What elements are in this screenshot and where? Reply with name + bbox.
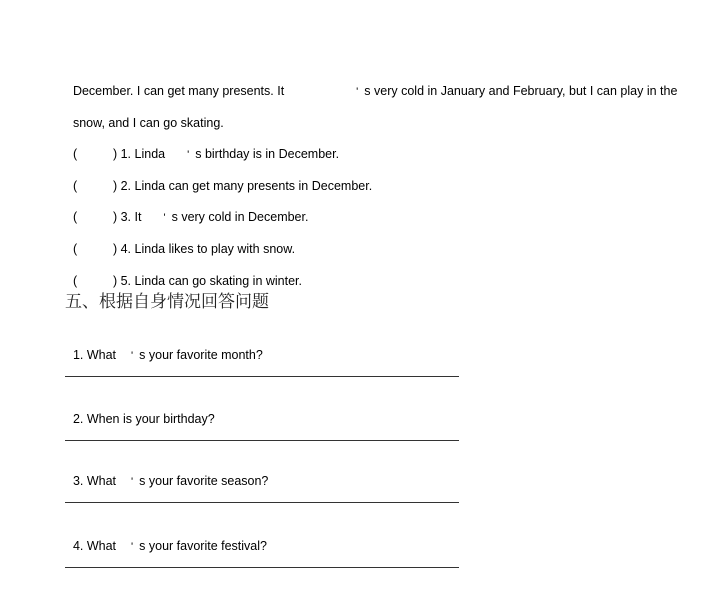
paren-close: ) <box>112 210 118 224</box>
paren-close: ) <box>112 179 118 193</box>
question-3 <box>66 457 268 490</box>
true-false-item-4 <box>66 225 295 257</box>
question-text: 3. What <box>72 474 117 488</box>
apostrophe: ' <box>131 350 134 362</box>
apostrophe: ' <box>131 476 134 488</box>
item-number: 1. <box>120 147 132 161</box>
answer-paren[interactable]: ( <box>72 242 78 256</box>
true-false-item-2 <box>66 162 372 194</box>
question-text: s your favorite season? <box>139 474 269 488</box>
passage-text: snow, and I can go skating. <box>72 116 224 130</box>
passage-line-1 <box>66 67 677 100</box>
apostrophe: ' <box>356 86 359 98</box>
passage-text: s very cold in January and February, but I can play in the <box>364 84 678 98</box>
question-text: s your favorite festival? <box>139 539 267 553</box>
question-text: 2. When is your birthday? <box>72 412 215 426</box>
answer-paren[interactable]: ( <box>72 210 78 224</box>
answer-line-4[interactable] <box>65 567 459 568</box>
item-number: 2. <box>120 179 132 193</box>
question-text: 1. What <box>72 348 117 362</box>
question-2 <box>66 395 215 427</box>
paren-close: ) <box>112 147 118 161</box>
answer-line-3[interactable] <box>65 502 459 503</box>
answer-line-2[interactable] <box>65 440 459 441</box>
item-number: 5. <box>120 274 132 288</box>
question-text: 4. What <box>72 539 117 553</box>
paren-close: ) <box>112 274 118 288</box>
true-false-item-5 <box>66 257 302 289</box>
answer-paren[interactable]: ( <box>72 147 78 161</box>
question-text: s your favorite month? <box>139 348 263 362</box>
item-text: Linda likes to play with snow. <box>134 242 296 256</box>
question-1 <box>66 331 263 364</box>
apostrophe: ' <box>131 541 134 553</box>
true-false-item-3 <box>66 193 308 226</box>
item-text: s birthday is in December. <box>195 147 340 161</box>
item-text: It <box>134 210 142 224</box>
passage-line-2 <box>66 99 224 131</box>
item-text: Linda <box>134 147 166 161</box>
paren-close: ) <box>112 242 118 256</box>
true-false-item-1 <box>66 130 339 163</box>
answer-line-1[interactable] <box>65 376 459 377</box>
apostrophe: ' <box>187 149 190 161</box>
question-4 <box>66 522 267 555</box>
apostrophe: ' <box>163 212 166 224</box>
passage-text: December. I can get many presents. It <box>72 84 285 98</box>
item-text: Linda can get many presents in December. <box>134 179 373 193</box>
section-heading: 五、根据自身情况回答问题 <box>65 292 269 312</box>
item-number: 4. <box>120 242 132 256</box>
item-text: s very cold in December. <box>171 210 309 224</box>
item-text: Linda can go skating in winter. <box>134 274 302 288</box>
answer-paren[interactable]: ( <box>72 274 78 288</box>
item-number: 3. <box>120 210 132 224</box>
answer-paren[interactable]: ( <box>72 179 78 193</box>
